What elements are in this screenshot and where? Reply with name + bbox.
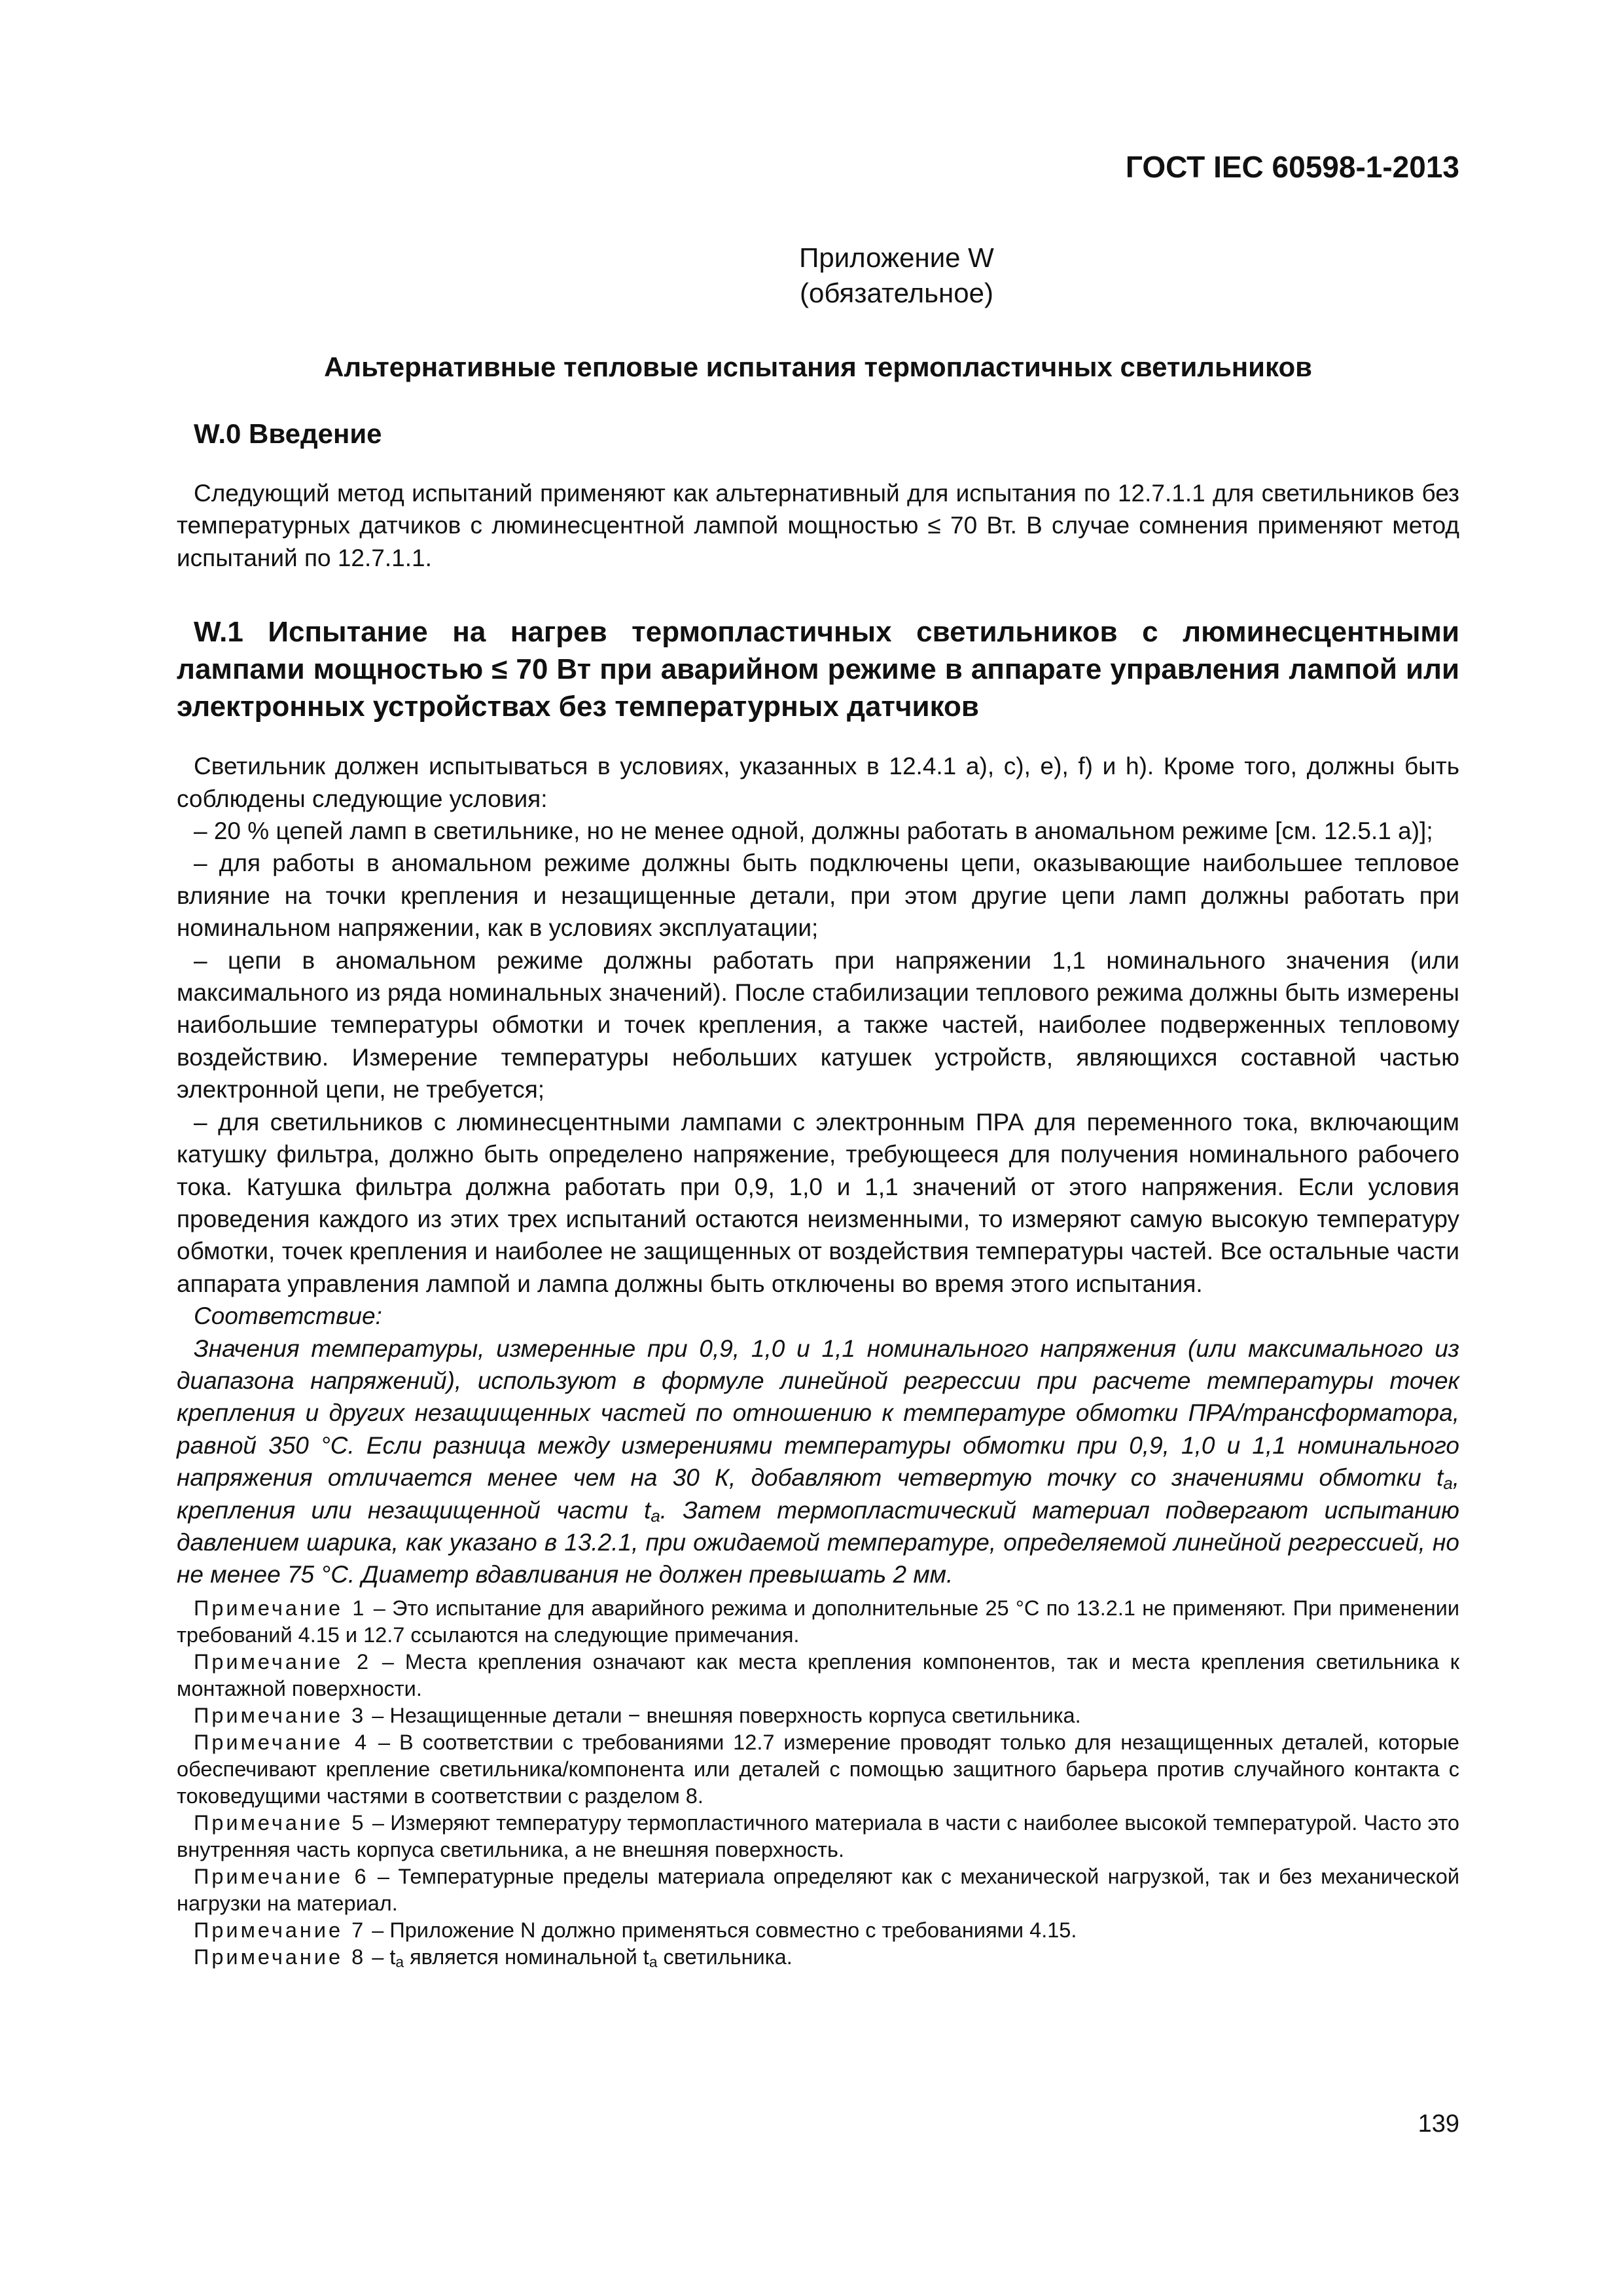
note-label: Примечание 5 xyxy=(194,1810,366,1835)
note-6 xyxy=(177,1863,1459,1917)
condition-item: – для светильников с люминесцентными лампами с электронным ПРА для переменного тока, включающим катушку фильтра, должно быть определено напряжение, требующееся для получения номинального рабочего тока. Катушка фильтра должна работать при 0,9, 1,0 и 1,1 значений от этого напряжения. Если условия проведения каждого из этих трех испытаний остаются неизменными, то измеряют самую высокую температуру обмотки, точек крепления и наиболее не защищенных от воздействия температуры частей. Все остальные части аппарата управления лампой и лампа должны быть отключены во время этого испытания. xyxy=(177,1108,1459,1297)
note-text: – Измеряют температуру термопластичного материала в части с наиболее высокой температурой. Часто это внутренняя часть корпуса светильника, а не внешняя поверхность. xyxy=(177,1810,1459,1861)
note-4 xyxy=(177,1729,1459,1810)
subscript-a: a xyxy=(649,1953,658,1971)
compliance-text: . Затем термопластический материал подвергают испытанию давлением шарика, как указано в 13.2.1, при ожидаемой температуре, определяемой линейной регрессией, но не менее 75 °С. Диаметр вдавливания не должен превышать 2 мм. xyxy=(177,1496,1459,1588)
appendix-status: (обязательное) xyxy=(800,278,993,308)
compliance-text: , крепления или незащищенной части t xyxy=(177,1464,1459,1524)
compliance-label: Соответствие: xyxy=(194,1302,382,1330)
section-w0-title: W.0 Введение xyxy=(194,418,382,449)
note-text: – Температурные пределы материала определяют как с механической нагрузкой, так и без механической нагрузки на материал. xyxy=(177,1864,1459,1915)
note-7 xyxy=(177,1917,1459,1944)
note-3 xyxy=(177,1702,1459,1729)
subscript-a: a xyxy=(651,1507,660,1526)
note-label: Примечание 7 xyxy=(194,1918,366,1942)
note-2 xyxy=(177,1649,1459,1702)
note-label: Примечание 8 xyxy=(194,1945,366,1969)
main-title: Альтернативные тепловые испытания термопластичных светильников xyxy=(324,351,1312,382)
condition-item: – для работы в аномальном режиме должны быть подключены цепи, оказывающие наибольшее тепловое влияние на точки крепления и незащищенные детали, при этом другие цепи ламп должны работать при номинальном напряжении, как в условиях эксплуатации; xyxy=(177,850,1459,942)
note-text: светильника. xyxy=(657,1945,793,1969)
note-8 xyxy=(177,1944,1459,1971)
note-text: является номинальной t xyxy=(404,1945,649,1969)
condition-item: – цепи в аномальном режиме должны работать при напряжении 1,1 номинального значения (или максимального из ряда номинальных значений). После стабилизации теплового режима должны быть измерены наибольшие температуры обмотки и точек крепления, а также частей, наиболее подверженных тепловому воздействию. Измерение температуры небольших катушек устройств, являющихся составной частью электронной цепи, не требуется; xyxy=(177,946,1459,1103)
note-1 xyxy=(177,1595,1459,1649)
document-code: ГОСТ IEC 60598-1-2013 xyxy=(1125,150,1459,184)
note-text: – Это испытание для аварийного режима и дополнительные 25 °С по 13.2.1 не применяют. При применении требований 4.15 и 12.7 ссылаются на следующие примечания. xyxy=(177,1596,1459,1647)
note-label: Примечание 1 xyxy=(194,1596,367,1620)
page-number: 139 xyxy=(1418,2110,1459,2138)
subscript-a: a xyxy=(395,1953,404,1971)
condition-item: – 20 % цепей ламп в светильнике, но не менее одной, должны работать в аномальном режиме [см. 12.5.1 a)]; xyxy=(194,817,1433,845)
section-w0-paragraph: Следующий метод испытаний применяют как альтернативный для испытания по 12.7.1.1 для светильников без температурных датчиков с люминесцентной лампой мощностью ≤ 70 Вт. В случае сомнения применяют метод испытаний по 12.7.1.1. xyxy=(177,480,1459,571)
subscript-a: a xyxy=(1443,1475,1453,1494)
compliance-paragraph xyxy=(177,1333,1459,1591)
compliance-text: Значения температуры, измеренные при 0,9, 1,0 и 1,1 номинального напряжения (или максимального из диапазона напряжений), используют в формуле линейной регрессии при расчете температуры точек крепления и других незащищенных частей по отношению к температуре обмотки ПРА/трансформатора, равной 350 °С. Если разница между измерениями температуры обмотки при 0,9, 1,0 и 1,1 номинального напряжения отличается менее чем на 30 К, добавляют четвертую точку со значениями обмотки t xyxy=(177,1335,1459,1492)
note-text: – Незащищенные детали − внешняя поверхность корпуса светильника. xyxy=(366,1703,1081,1727)
note-5 xyxy=(177,1810,1459,1863)
note-text: – Места крепления означают как места крепления компонентов, так и места крепления светильника к монтажной поверхности. xyxy=(177,1649,1459,1700)
section-w1-title: W.1 Испытание на нагрев термопластичных светильников с люминесцентными лампами мощностью ≤ 70 Вт при аварийном режиме в аппарате управления лампой или электронных устройствах без температурных датчиков xyxy=(177,616,1459,723)
note-text: – В соответствии с требованиями 12.7 измерение проводят только для незащищенных деталей, которые обеспечивают крепление светильника/компонента или деталей с помощью защитного барьера против случайного контакта с токоведущими частями в соответствии с разделом 8. xyxy=(177,1730,1460,1808)
note-label: Примечание 4 xyxy=(194,1730,370,1754)
note-text: – Приложение N должно применяться совместно с требованиями 4.15. xyxy=(366,1918,1077,1942)
note-label: Примечание 6 xyxy=(194,1864,369,1888)
note-label: Примечание 3 xyxy=(194,1703,366,1727)
note-text: – t xyxy=(366,1945,396,1969)
appendix-title: Приложение W xyxy=(799,242,994,273)
section-w1-paragraph: Светильник должен испытываться в условиях, указанных в 12.4.1 a), c), e), f) и h). Кроме того, должны быть соблюдены следующие условия: xyxy=(177,753,1459,812)
note-label: Примечание 2 xyxy=(194,1649,372,1674)
page-content xyxy=(177,147,1459,1971)
